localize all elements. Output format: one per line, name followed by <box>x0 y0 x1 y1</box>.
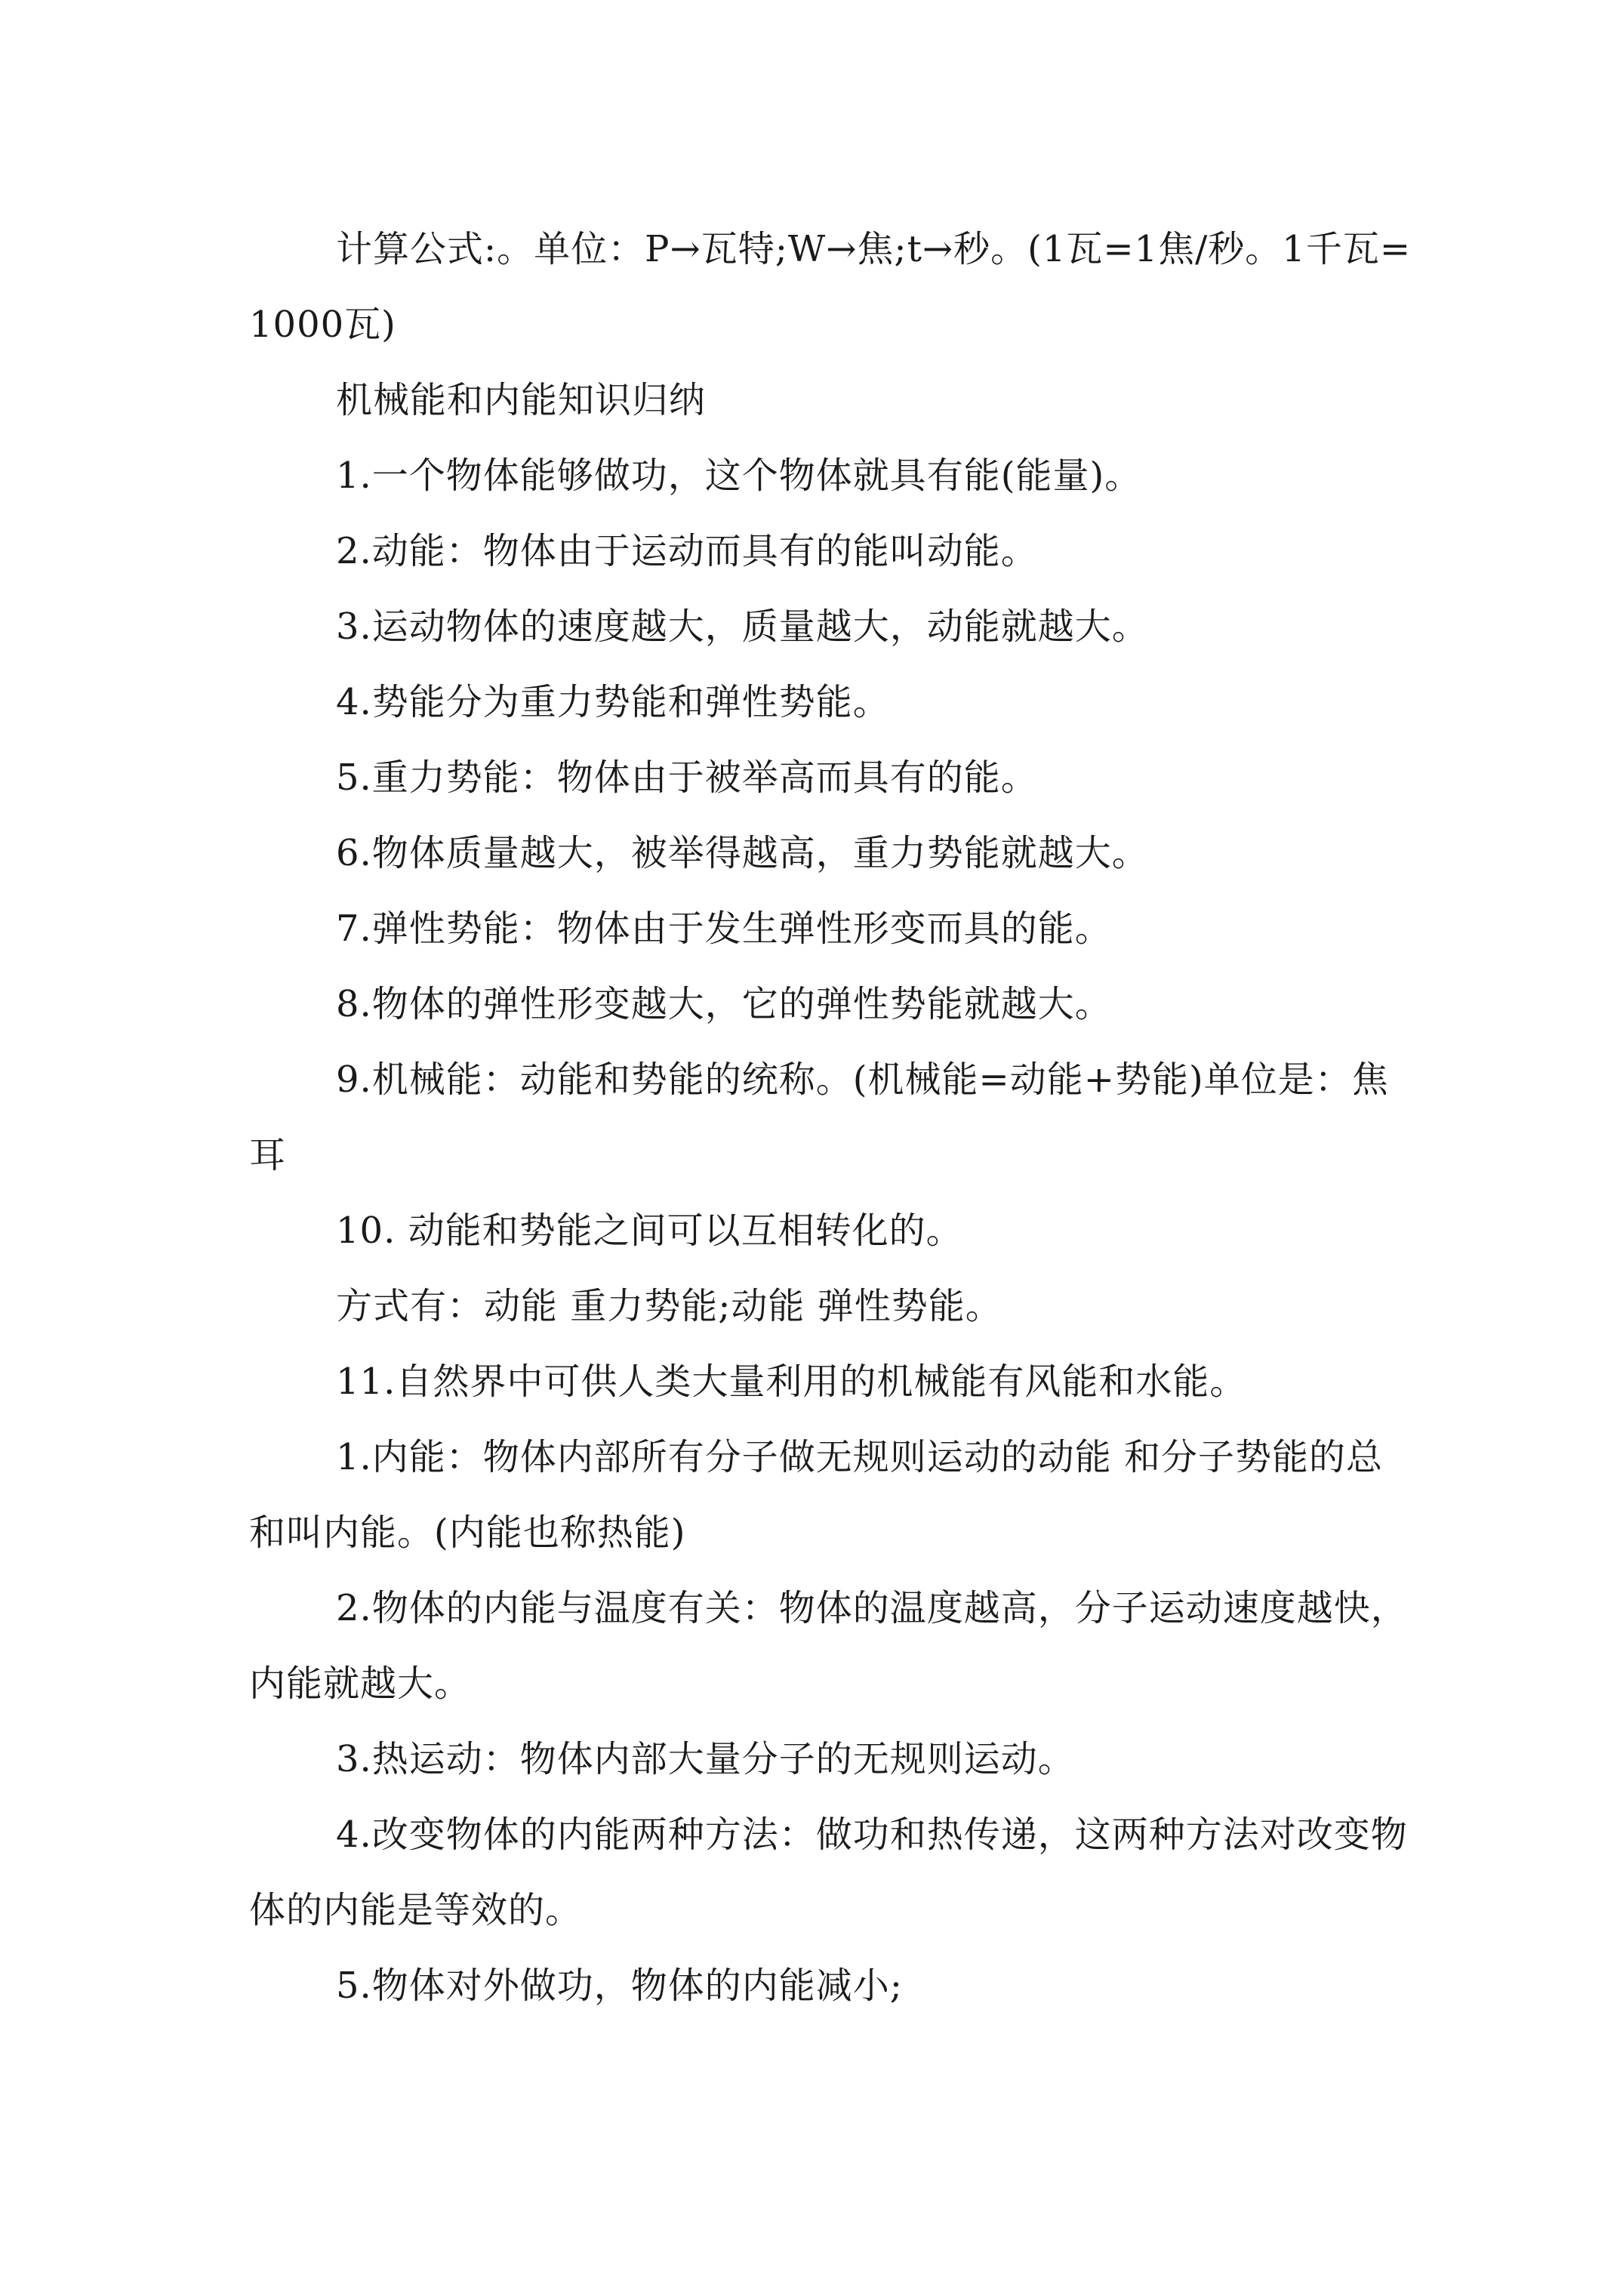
paragraph-item: 方式有：动能 重力势能;动能 弹性势能。 <box>336 1285 1002 1327</box>
section-heading: 机械能和内能知识归纳 <box>336 379 707 421</box>
paragraph-item: 5.物体对外做功，物体的内能减小; <box>336 1965 903 2007</box>
paragraph-item: 9.机械能：动能和势能的统称。(机械能=动能+势能)单位是：焦耳 <box>249 1059 1389 1176</box>
paragraph-item: 2.物体的内能与温度有关：物体的温度越高，分子运动速度越快，内能就越大。 <box>249 1587 1408 1705</box>
paragraph-item: 3.热运动：物体内部大量分子的无规则运动。 <box>336 1738 1075 1780</box>
paragraph-item: 10. 动能和势能之间可以互相转化的。 <box>336 1210 963 1252</box>
paragraph-formula: 计算公式:。单位：P→瓦特;W→焦;t→秒。(1瓦=1焦/秒。1千瓦=1000瓦) <box>249 228 1412 346</box>
document-body <box>249 211 1412 2023</box>
paragraph-item: 3.运动物体的速度越大，质量越大，动能就越大。 <box>336 606 1149 648</box>
paragraph-item: 5.重力势能：物体由于被举高而具有的能。 <box>336 757 1038 799</box>
paragraph-item: 11.自然界中可供人类大量利用的机械能有风能和水能。 <box>336 1361 1247 1403</box>
paragraph-item: 4.势能分为重力势能和弹性势能。 <box>336 681 890 723</box>
paragraph-item: 1.内能：物体内部所有分子做无规则运动的动能 和分子势能的总和叫内能。(内能也称热能) <box>249 1436 1384 1554</box>
paragraph-item: 2.动能：物体由于运动而具有的能叫动能。 <box>336 530 1038 572</box>
paragraph-item: 6.物体质量越大，被举得越高，重力势能就越大。 <box>336 832 1149 874</box>
paragraph-item: 8.物体的弹性形变越大，它的弹性势能就越大。 <box>336 983 1112 1025</box>
paragraph-item: 7.弹性势能：物体由于发生弹性形变而具的能。 <box>336 908 1112 950</box>
paragraph-item: 4.改变物体的内能两种方法：做功和热传递，这两种方法对改变物体的内能是等效的。 <box>249 1814 1408 1931</box>
paragraph-item: 1.一个物体能够做功，这个物体就具有能(能量)。 <box>336 455 1142 497</box>
